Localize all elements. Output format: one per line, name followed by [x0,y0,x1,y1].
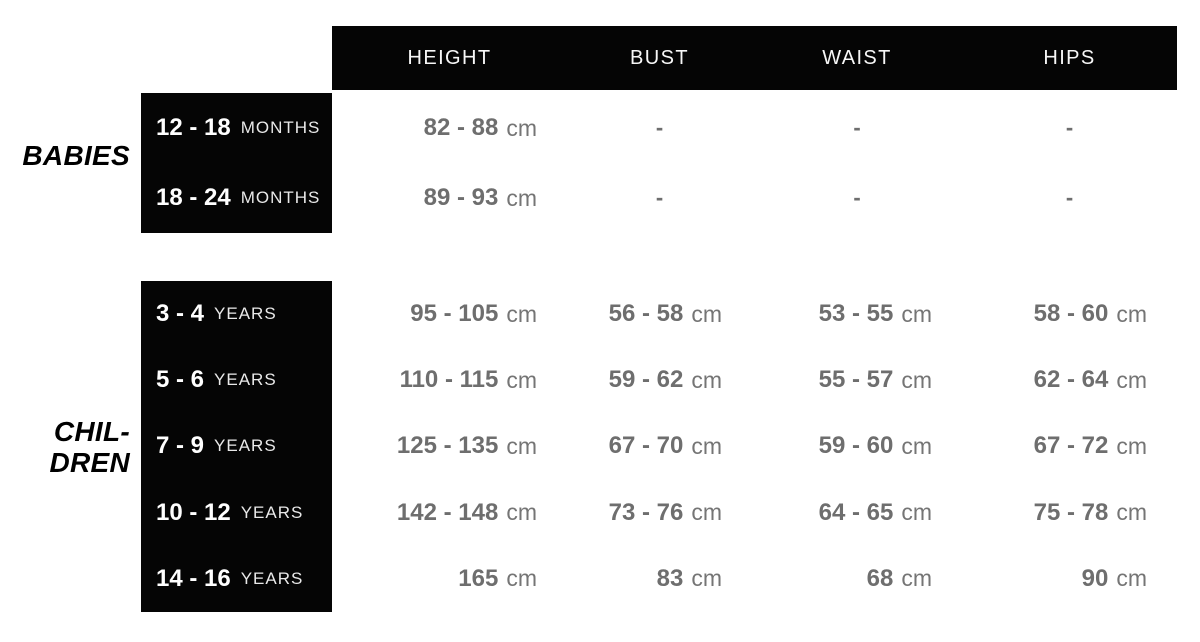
cell-height [332,163,567,233]
age-label [141,163,332,233]
cell-height [332,93,567,163]
age-range: 10 - 12 [156,498,231,526]
age-label [141,347,332,413]
unit: cm [901,366,932,393]
cell-waist [752,163,962,233]
cell-waist [752,413,962,479]
unit: cm [901,432,932,459]
unit: cm [691,300,722,327]
age-unit: YEARS [214,370,277,390]
unit: cm [691,499,722,526]
value: 83 [656,564,684,592]
value: 59 - 60 [818,432,894,460]
unit: cm [901,499,932,526]
cell-waist [752,480,962,546]
age-label [141,281,332,347]
cell-bust [567,163,752,233]
cell-height [332,480,567,546]
value: 82 - 88 [423,114,499,141]
cell-bust [567,480,752,546]
group-label-babies [0,140,130,171]
cell-hips [962,93,1177,163]
unit: cm [691,565,722,592]
children-age-box [141,281,332,612]
value: - [853,185,861,210]
value: - [655,115,664,140]
cell-height [332,413,567,479]
cell-bust [567,347,752,413]
age-range: 14 - 16 [156,564,231,592]
cell-hips [962,347,1177,413]
unit: cm [1116,565,1147,592]
babies-age-box [141,93,332,233]
value: 142 - 148 [396,498,499,526]
value: 56 - 58 [608,300,684,328]
cell-bust [567,281,752,347]
unit: cm [1116,499,1147,526]
value: 73 - 76 [608,498,684,526]
group-label-line: BABIES [22,140,130,171]
value: 64 - 65 [818,498,894,526]
value: 67 - 70 [608,432,684,460]
cell-hips [962,480,1177,546]
unit: cm [506,499,537,526]
cell-waist [752,347,962,413]
cell-waist [752,93,962,163]
value: 125 - 135 [396,432,499,460]
value: 165 [458,564,499,592]
table-header-bar [332,26,1177,90]
value: - [655,185,664,210]
unit: cm [506,184,537,211]
value: - [1065,115,1074,140]
cell-hips [962,281,1177,347]
babies-values-grid [332,93,1177,233]
value: 68 [866,564,894,592]
age-unit: MONTHS [240,188,321,207]
age-label [141,480,332,546]
unit: cm [506,565,537,592]
age-range: 18 - 24 [156,184,231,211]
age-unit: YEARS [214,436,277,456]
value: - [1065,185,1074,210]
group-label-line: DREN [49,447,130,478]
value: 62 - 64 [1033,366,1109,394]
unit: cm [506,432,537,459]
value: - [853,115,861,140]
value: 55 - 57 [818,366,894,394]
column-header-height: HEIGHT [407,46,492,69]
age-unit: MONTHS [240,118,321,137]
column-header-waist: WAIST [822,46,892,69]
age-unit: YEARS [240,502,304,522]
unit: cm [691,432,722,459]
group-label-line: CHIL- [53,416,130,447]
age-range: 5 - 6 [156,366,205,394]
cell-hips [962,413,1177,479]
age-range: 7 - 9 [156,432,205,460]
unit: cm [901,300,932,327]
unit: cm [506,366,537,393]
unit: cm [506,114,537,141]
unit: cm [1116,432,1147,459]
column-header-hips: HIPS [1043,46,1096,69]
unit: cm [1116,366,1147,393]
cell-bust [567,413,752,479]
cell-bust [567,546,752,612]
cell-waist [752,281,962,347]
age-unit: YEARS [214,304,277,324]
value: 90 [1081,564,1109,592]
value: 110 - 115 [399,366,499,394]
age-range: 3 - 4 [156,300,205,328]
children-values-grid [332,281,1177,612]
age-range: 12 - 18 [156,114,231,141]
value: 59 - 62 [608,366,684,394]
value: 95 - 105 [410,300,499,328]
age-label [141,546,332,612]
unit: cm [506,300,537,327]
unit: cm [1116,300,1147,327]
age-unit: YEARS [240,568,304,588]
unit: cm [691,366,722,393]
age-label [141,413,332,479]
value: 53 - 55 [818,300,894,328]
group-label-children [0,416,130,478]
age-label [141,93,332,163]
value: 67 - 72 [1033,432,1109,460]
cell-bust [567,93,752,163]
value: 89 - 93 [423,184,499,211]
value: 58 - 60 [1033,300,1109,328]
cell-height [332,546,567,612]
cell-hips [962,163,1177,233]
cell-waist [752,546,962,612]
cell-hips [962,546,1177,612]
value: 75 - 78 [1033,498,1109,526]
column-header-bust: BUST [630,46,689,69]
cell-height [332,347,567,413]
unit: cm [901,565,932,592]
cell-height [332,281,567,347]
